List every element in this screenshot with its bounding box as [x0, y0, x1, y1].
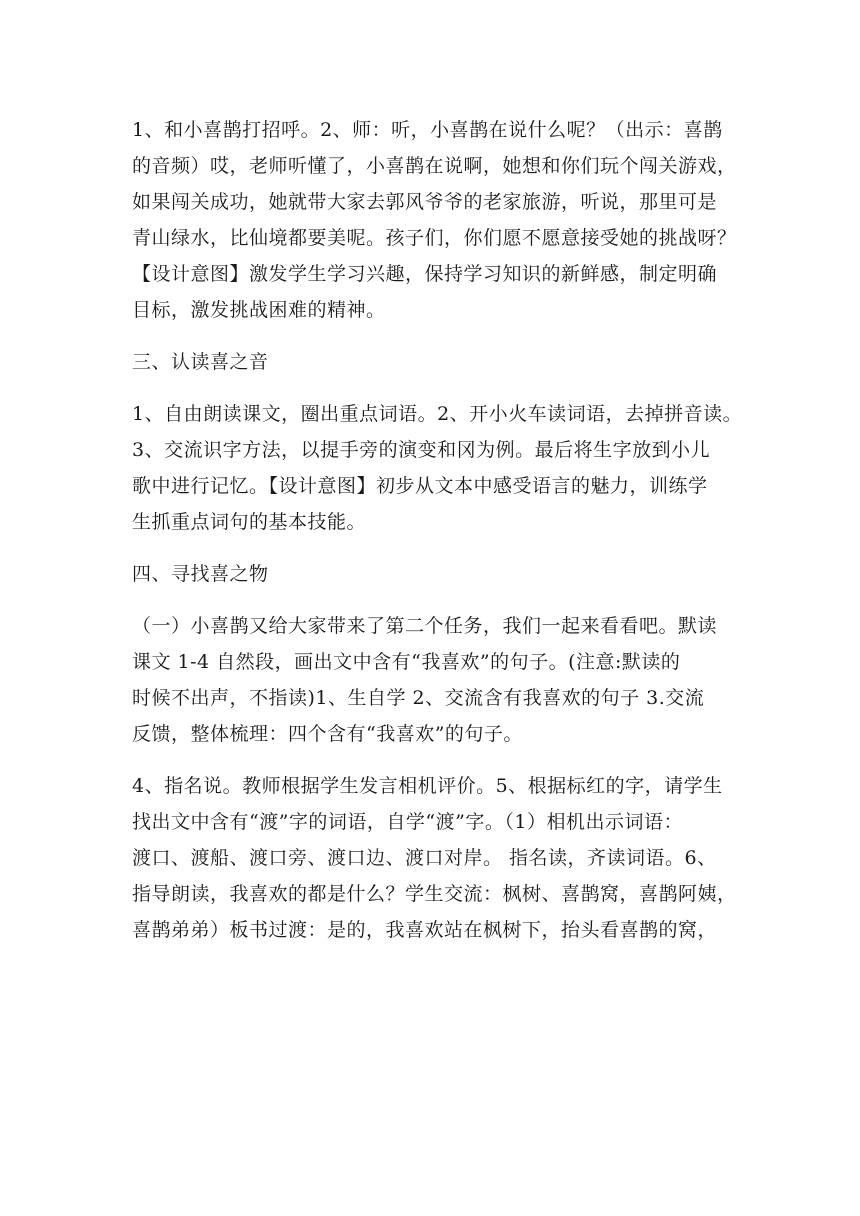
paragraph-intro [132, 112, 738, 328]
section-heading-4 [132, 556, 738, 592]
text-line: 的音频）哎，老师听懂了，小喜鹊在说啊，她想和你们玩个闯关游戏， [132, 155, 737, 177]
text-line: 青山绿水，比仙境都要美呢。孩子们，你们愿不愿意接受她的挑战呀？ [132, 227, 737, 249]
text-line: 1、自由朗读课文，圈出重点词语。2、开小火车读词语，去掉拼音读。 [132, 403, 743, 425]
text-line: 【设计意图】激发学生学习兴趣，保持学习知识的新鲜感，制定明确 [132, 263, 718, 285]
text-line: 如果闯关成功，她就带大家去郭风爷爷的老家旅游，听说，那里可是 [132, 191, 718, 213]
text-line: 生抓重点词句的基本技能。 [132, 511, 367, 533]
text-line: 课文 1-4 自然段，画出文中含有“我喜欢”的句子。(注意:默读的 [132, 651, 681, 673]
document-body [132, 112, 743, 964]
text-line: 渡口、渡船、渡口旁、渡口边、渡口对岸。 指名读，齐读词语。6、 [132, 847, 717, 869]
text-line: 歌中进行记忆。【设计意图】初步从文本中感受语言的魅力，训练学 [132, 475, 708, 497]
text-line: 反馈，整体梳理：四个含有“我喜欢”的句子。 [132, 723, 523, 745]
text-line: 4、指名说。教师根据学生发言相机评价。5、根据标红的字，请学生 [132, 775, 723, 797]
text-line: 目标，激发挑战困难的精神。 [132, 299, 386, 321]
text-line: 指导朗读，我喜欢的都是什么？学生交流：枫树、喜鹊窝，喜鹊阿姨， [132, 883, 737, 905]
text-line: 3、交流识字方法，以提手旁的演变和冈为例。最后将生字放到小儿 [132, 439, 711, 461]
text-line: 找出文中含有“渡”字的词语，自学“渡”字。（1）相机出示词语： [132, 811, 683, 833]
heading-text: 四、寻找喜之物 [132, 563, 269, 585]
paragraph-reading [132, 396, 743, 540]
heading-text: 三、认读喜之音 [132, 351, 269, 373]
section-heading-3 [132, 344, 738, 380]
text-line: 时候不出声，不指读)1、生自学 2、交流含有我喜欢的句子 3.交流 [132, 687, 705, 709]
paragraph-task-two [132, 608, 738, 752]
paragraph-discussion [132, 768, 738, 948]
text-line: 1、和小喜鹊打招呼。2、师：听，小喜鹊在说什么呢？（出示：喜鹊 [132, 119, 723, 141]
text-line: 喜鹊弟弟）板书过渡：是的，我喜欢站在枫树下，抬头看喜鹊的窝， [132, 919, 718, 941]
text-line: （一）小喜鹊又给大家带来了第二个任务，我们一起来看看吧。默读 [132, 615, 718, 637]
